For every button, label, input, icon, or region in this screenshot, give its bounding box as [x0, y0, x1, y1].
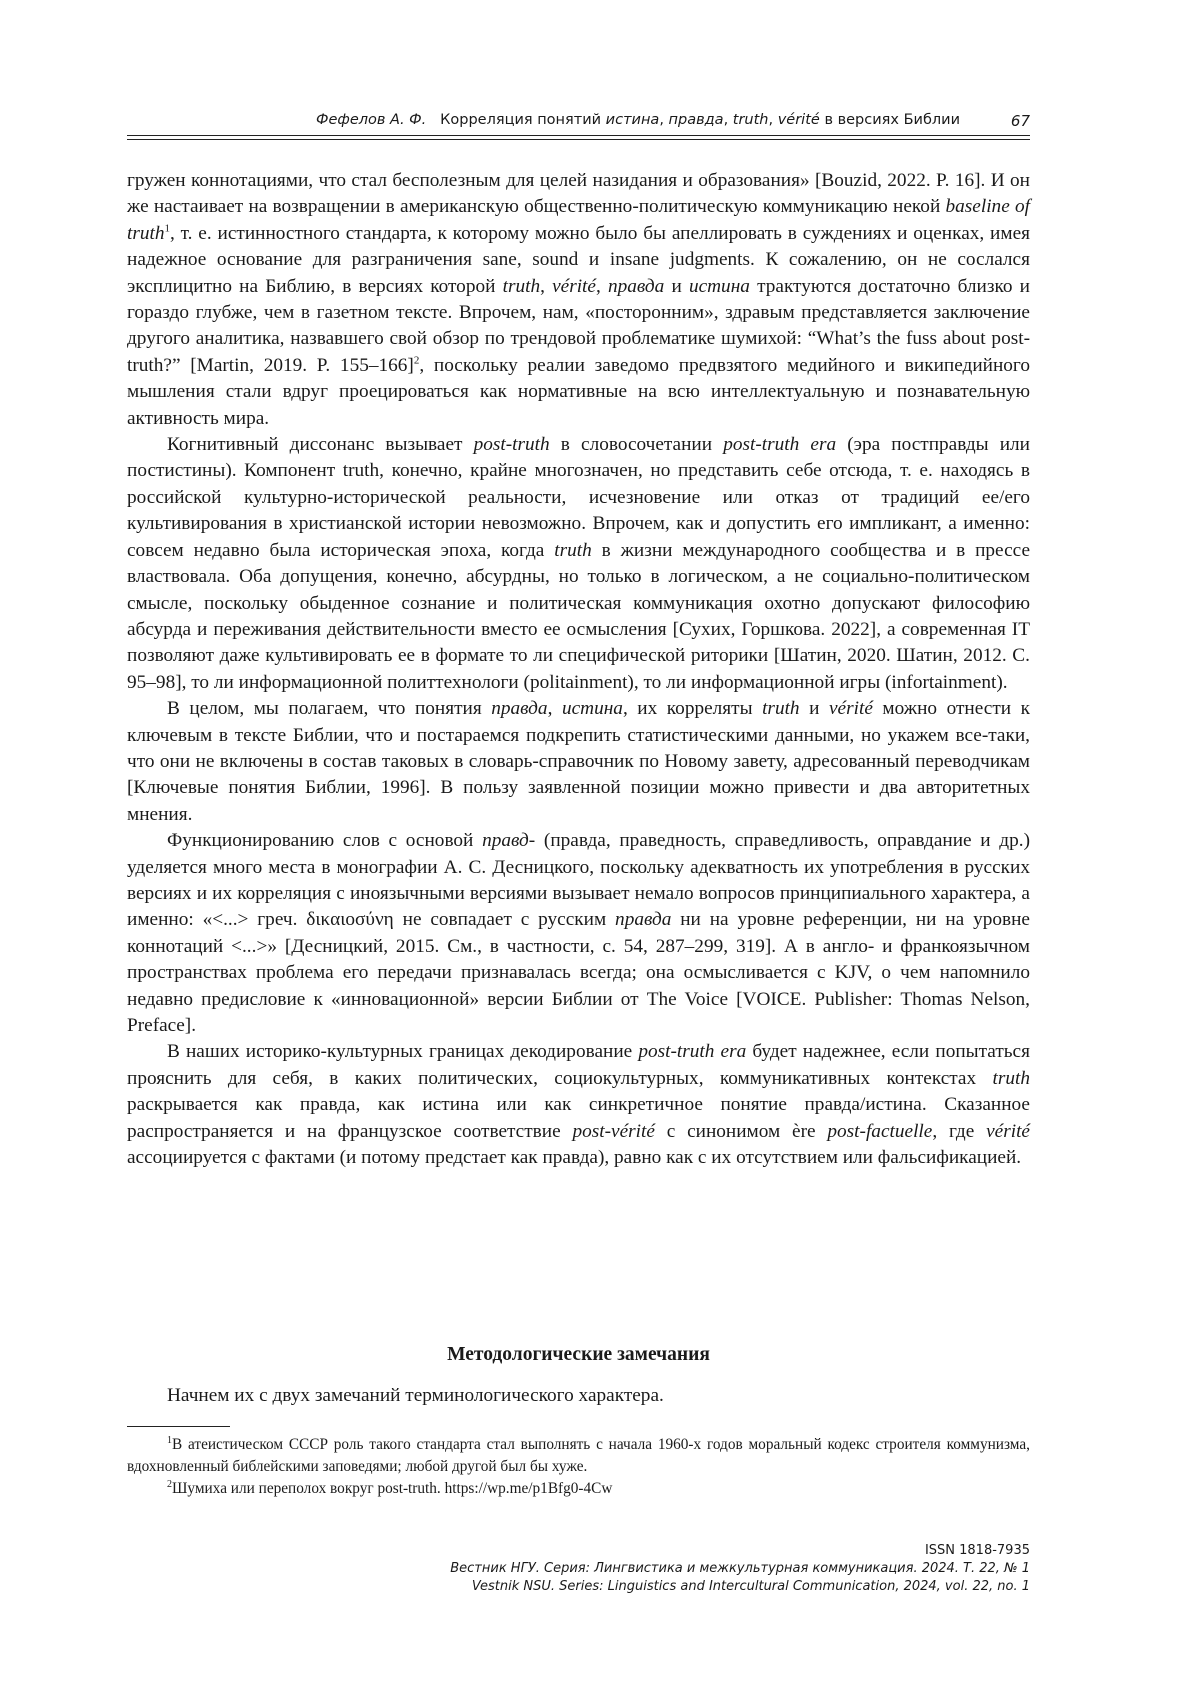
paragraph-4: Функционированию слов с основой правд- (правда, праведность, справедливость, оправдание и др.) уделяется много места в монографии А. С. Десницкого, поскольку адекватность их употребления в русских версиях и их корреляция с иноязычными версиями вызывает немало вопросов принципиального характера, а именно: «<...> греч. δικαιοσύνη не совпадает с русским правда ни на уровне референции, ни на уровне коннотаций <...>» [Десницкий, 2015. См., в частности, с. 54, 287–299, 319]. А в англо- и франкоязычном пространствах проблема его передачи признавалась всегда; она осмысливается с KJV, о чем напомнило недавно предисловие к «инновационной» версии Библии от The Voice [VOICE. Publisher: Thomas Nelson, Preface]. — [127, 830, 1030, 1036]
footnote-ref-2[interactable]: 2 — [413, 354, 420, 367]
paragraph-3: В целом, мы полагаем, что понятия правда, истина, их корреляты truth и vérité можно отнести к ключевым в тексте Библии, что и постараемся подкрепить статистическими данными, но укажем все-таки, что они не включены в состав таковых в словарь-справочник по Новому завету, адресованный переводчикам [Ключевые понятия Библии, 1996]. В пользу заявленной позиции можно привести и два авторитетных мнения. — [127, 698, 1030, 825]
header-separator: , — [659, 112, 664, 128]
header-separator: , — [723, 112, 729, 128]
page-number: 67 — [1010, 112, 1030, 130]
journal-info — [450, 1542, 1030, 1596]
footnote-mark-2: 2 — [167, 1478, 172, 1490]
header-keyword-verite: vérité — [777, 112, 820, 128]
running-title — [127, 112, 960, 128]
header-title-end: в версиях Библии — [824, 112, 960, 128]
header-author: Фефелов А. Ф. — [316, 112, 427, 128]
header-rule-top — [127, 135, 1030, 136]
running-header — [127, 112, 1030, 142]
header-keyword-istina: истина — [605, 112, 660, 128]
paragraph-2: Когнитивный диссонанс вызывает post-truth в словосочетании post-truth era (эра постправды или постистины). Компонент truth, конечно, крайне многозначен, но представить себе отсюда, т. е. находясь в российской культурно-исторической реальности, исчезновение или отказ от традиций ее/его культивирования в христианской истории невозможно. Впрочем, как и допустить его импликант, а именно: совсем недавно была историческая эпоха, когда truth в жизни международного сообщества и в прессе властвовала. Оба допущения, конечно, абсурдны, но только в логическом, а не социально-политическом смысле, поскольку обыденное сознание и политическая коммуникация охотно допускают философию абсурда и переживания действительности вместо ее осмысления [Сухих, Горшкова. 2022], а современная IT позволяют даже культивировать ее в формате то ли специфической риторики [Шатин, 2020. Шатин, 2012. С. 95–98], то ли информационной политтехнологи (politainment), то ли информационной игры (infortainment). — [127, 434, 1031, 693]
header-keyword-truth: truth — [732, 112, 769, 128]
article-body — [127, 168, 1030, 1171]
header-separator: , — [768, 112, 774, 128]
footnote-1: $^1$В атеистическом СССР роль такого стандарта стал выполнять с начала 1960-х годов моральный кодекс строителя коммунизма, вдохновленный библейскими заповедями; любой другой был бы хуже. — [127, 1434, 1030, 1475]
journal-title-ru: Вестник НГУ. Серия: Лингвистика и межкультурная коммуникация. 2024. Т. 22, № 1 — [450, 1561, 1030, 1576]
footnote-2: $^2$Шумиха или переполох вокруг post-truth. https://wp.me/p1Bfg0-4Cw — [167, 1478, 613, 1497]
footnote-ref-1[interactable]: 1 — [164, 222, 170, 235]
header-title-start: Корреляция понятий — [440, 112, 602, 128]
paragraph-5: В наших историко-культурных границах декодирование post-truth era будет надежнее, если попытаться прояснить для себя, в каких политических, социокультурных, коммуникативных контекстах truth раскрывается как правда, как истина или как синкретичное понятие правда/истина. Сказанное распространяется и на французское соответствие post-vérité с синонимом ère post-factuelle, где vérité ассоциируется с фактами (и потому предстает как правда), равно как с их отсутствием или фальсификацией. — [127, 1041, 1030, 1169]
journal-title-en: Vestnik NSU. Series: Linguistics and Intercultural Communication, 2024, vol. 22, no. 1 — [471, 1579, 1030, 1594]
footnotes — [127, 1434, 1030, 1500]
section-heading: Методологические замечания — [447, 1344, 710, 1365]
header-rule-bottom — [127, 139, 1030, 140]
header-keyword-pravda: правда — [668, 112, 724, 128]
footnote-mark-1: 1 — [167, 1434, 172, 1446]
section-intro: Начнем их с двух замечаний терминологического характера. — [167, 1385, 664, 1406]
paragraph-1: гружен коннотациями, что стал бесполезным для целей назидания и образования» [Bouzid, 2022. P. 16]. И он же настаивает на возвращении в американскую общественно-политическую коммуникацию некой baseline of truth$^1$, т. е. истинностного стандарта, к которому можно было бы апеллировать в суждениях и оценках, имея надежное основание для разграничения sane, sound и insane judgments. К сожалению, он не сослался эксплицитно на Библию, в версиях которой truth, vérité, правда и истина трактуются достаточно близко и гораздо глубже, чем в газетном тексте. Впрочем, нам, «посторонним», здравым представляется заключение другого аналитика, назвавшего свой обзор по трендовой проблематике шумихой: “What’s the fuss about post-truth?” [Martin, 2019. P. 155–166]$^2$, поскольку реалии заведомо предвзятого медийного и википедийного мышления стали вдруг проецироваться как нормативные на всю интеллектуальную и познавательную активность мира. — [127, 170, 1030, 429]
footnote-divider — [127, 1426, 230, 1427]
issn: ISSN 1818-7935 — [924, 1543, 1030, 1558]
